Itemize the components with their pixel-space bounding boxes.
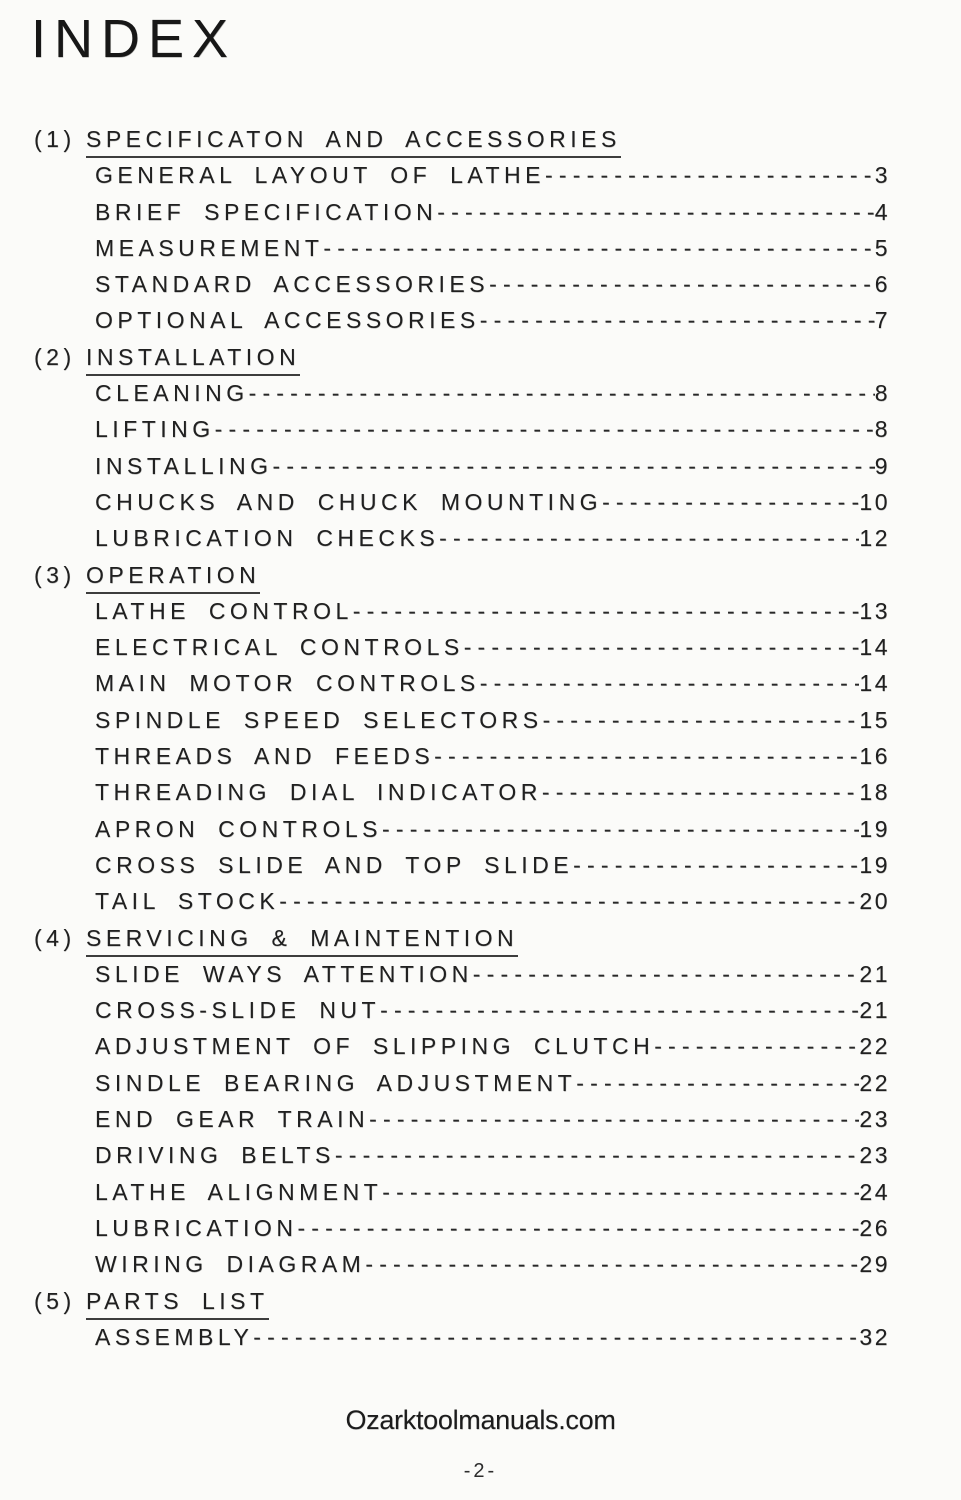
dash-leader bbox=[249, 375, 875, 411]
entry-label: MEASUREMENT bbox=[95, 234, 324, 261]
page-number: -2- bbox=[463, 1460, 498, 1482]
entry-page-number: 8 bbox=[874, 416, 890, 443]
dash-leader bbox=[480, 665, 860, 701]
entry-page-number: 8 bbox=[874, 380, 890, 407]
toc-entry-row bbox=[0, 1246, 961, 1282]
dash-leader bbox=[353, 593, 860, 629]
entry-label: OPTIONAL ACCESSORIES bbox=[95, 307, 480, 334]
entry-page-number: 16 bbox=[859, 743, 890, 770]
entry-label: SINDLE BEARING ADJUSTMENT bbox=[95, 1069, 577, 1096]
entry-page-number: 14 bbox=[859, 670, 890, 697]
toc-section-row bbox=[0, 339, 961, 375]
toc-entry-row bbox=[0, 1065, 961, 1101]
toc-entry-row bbox=[0, 411, 961, 447]
dash-leader bbox=[273, 448, 875, 484]
dash-leader bbox=[576, 1065, 859, 1101]
toc-entry-row bbox=[0, 1210, 961, 1246]
section-marker: (4) bbox=[34, 924, 76, 951]
toc-entry-row bbox=[0, 302, 961, 338]
section-marker: (3) bbox=[34, 561, 76, 588]
entry-page-number: 12 bbox=[859, 525, 890, 552]
toc-section-row bbox=[0, 1283, 961, 1319]
section-title: PARTS LIST bbox=[86, 1288, 269, 1320]
dash-leader bbox=[545, 157, 875, 193]
entry-page-number: 20 bbox=[859, 888, 890, 915]
entry-page-number: 5 bbox=[874, 234, 890, 261]
entry-page-number: 19 bbox=[859, 851, 890, 878]
entry-page-number: 6 bbox=[874, 271, 890, 298]
entry-label: ADJUSTMENT OF SLIPPING CLUTCH bbox=[95, 1033, 655, 1060]
watermark-text: Ozarktoolmanuals.com bbox=[345, 1405, 616, 1435]
entry-page-number: 14 bbox=[859, 634, 890, 661]
toc-entry-row bbox=[0, 266, 961, 302]
entry-page-number: 19 bbox=[859, 815, 890, 842]
section-title: SPECIFICATON AND ACCESSORIES bbox=[86, 126, 621, 158]
toc-entry-row bbox=[0, 702, 961, 738]
entry-page-number: 15 bbox=[859, 706, 890, 733]
entry-page-number: 32 bbox=[859, 1323, 890, 1350]
toc-entry-row bbox=[0, 738, 961, 774]
entry-label: ASSEMBLY bbox=[95, 1323, 254, 1350]
dash-leader bbox=[439, 520, 859, 556]
dash-leader bbox=[215, 411, 875, 447]
toc-entry-row bbox=[0, 1137, 961, 1173]
toc-entry-row bbox=[0, 448, 961, 484]
toc-entry-row bbox=[0, 593, 961, 629]
toc-entry-row bbox=[0, 520, 961, 556]
section-title: SERVICING & MAINTENTION bbox=[86, 925, 518, 957]
entry-label: LATHE ALIGNMENT bbox=[95, 1178, 383, 1205]
entry-label: SLIDE WAYS ATTENTION bbox=[95, 960, 473, 987]
toc-entry-row bbox=[0, 1319, 961, 1355]
section-marker: (2) bbox=[34, 343, 76, 370]
toc-section-row bbox=[0, 557, 961, 593]
dash-leader bbox=[335, 1137, 860, 1173]
entry-label: LIFTING bbox=[95, 416, 215, 443]
dash-leader bbox=[480, 302, 875, 338]
page-title: INDEX bbox=[31, 9, 237, 69]
dash-leader bbox=[573, 847, 859, 883]
toc-entry-row bbox=[0, 484, 961, 520]
entry-label: MAIN MOTOR CONTROLS bbox=[95, 670, 480, 697]
entry-page-number: 23 bbox=[859, 1106, 890, 1133]
entry-label: CROSS SLIDE AND TOP SLIDE bbox=[95, 851, 574, 878]
entry-label: CHUCKS AND CHUCK MOUNTING bbox=[95, 488, 603, 515]
toc-entry-row bbox=[0, 811, 961, 847]
toc-entry-row bbox=[0, 194, 961, 230]
toc-entry-row bbox=[0, 375, 961, 411]
entry-label: END GEAR TRAIN bbox=[95, 1106, 370, 1133]
entry-label: DRIVING BELTS bbox=[95, 1142, 335, 1169]
toc-entry-row bbox=[0, 665, 961, 701]
entry-page-number: 29 bbox=[859, 1251, 890, 1278]
toc-entry-row bbox=[0, 629, 961, 665]
dash-leader bbox=[602, 484, 859, 520]
dash-leader bbox=[297, 1210, 859, 1246]
toc-entry-row bbox=[0, 883, 961, 919]
dash-leader bbox=[437, 194, 874, 230]
dash-leader bbox=[382, 1174, 859, 1210]
entry-label: CROSS-SLIDE NUT bbox=[95, 997, 381, 1024]
entry-page-number: 9 bbox=[874, 452, 890, 479]
toc-entry-row bbox=[0, 157, 961, 193]
dash-leader bbox=[365, 1246, 859, 1282]
entry-label: GENERAL LAYOUT OF LATHE bbox=[95, 162, 546, 189]
entry-label: WIRING DIAGRAM bbox=[95, 1251, 366, 1278]
entry-page-number: 26 bbox=[859, 1214, 890, 1241]
entry-page-number: 24 bbox=[859, 1178, 890, 1205]
dash-leader bbox=[279, 883, 859, 919]
entry-label: INSTALLING bbox=[95, 452, 273, 479]
entry-label: APRON CONTROLS bbox=[95, 815, 382, 842]
toc-entry-row bbox=[0, 1174, 961, 1210]
toc-entry-row bbox=[0, 1101, 961, 1137]
entry-label: LUBRICATION CHECKS bbox=[95, 525, 440, 552]
section-title: INSTALLATION bbox=[86, 344, 300, 376]
entry-label: SPINDLE SPEED SELECTORS bbox=[95, 706, 543, 733]
entry-label: TAIL STOCK bbox=[95, 888, 280, 915]
entry-label: THREADING DIAL INDICATOR bbox=[95, 779, 542, 806]
dash-leader bbox=[489, 266, 875, 302]
toc-entry-row bbox=[0, 774, 961, 810]
toc-entry-row bbox=[0, 230, 961, 266]
entry-page-number: 18 bbox=[859, 779, 890, 806]
entry-label: THREADS AND FEEDS bbox=[95, 743, 435, 770]
section-marker: (5) bbox=[34, 1287, 76, 1314]
entry-page-number: 21 bbox=[859, 997, 890, 1024]
dash-leader bbox=[380, 992, 859, 1028]
entry-page-number: 13 bbox=[859, 597, 890, 624]
entry-label: LATHE CONTROL bbox=[95, 597, 353, 624]
toc-section-row bbox=[0, 920, 961, 956]
entry-page-number: 23 bbox=[859, 1142, 890, 1169]
entry-label: CLEANING bbox=[95, 380, 249, 407]
dash-leader bbox=[382, 811, 859, 847]
dash-leader bbox=[434, 738, 859, 774]
table-of-contents bbox=[0, 121, 961, 1355]
entry-label: ELECTRICAL CONTROLS bbox=[95, 634, 464, 661]
entry-label: BRIEF SPECIFICATION bbox=[95, 198, 438, 225]
dash-leader bbox=[543, 702, 860, 738]
toc-entry-row bbox=[0, 1028, 961, 1064]
entry-page-number: 7 bbox=[874, 307, 890, 334]
dash-leader bbox=[253, 1319, 859, 1355]
section-title: OPERATION bbox=[86, 562, 260, 594]
entry-page-number: 10 bbox=[859, 488, 890, 515]
toc-section-row bbox=[0, 121, 961, 157]
entry-page-number: 21 bbox=[859, 960, 890, 987]
toc-entry-row bbox=[0, 956, 961, 992]
entry-label: LUBRICATION bbox=[95, 1214, 298, 1241]
dash-leader bbox=[464, 629, 860, 665]
dash-leader bbox=[323, 230, 874, 266]
dash-leader bbox=[369, 1101, 859, 1137]
entry-page-number: 4 bbox=[874, 198, 890, 225]
dash-leader bbox=[654, 1028, 859, 1064]
toc-entry-row bbox=[0, 992, 961, 1028]
dash-leader bbox=[542, 774, 860, 810]
toc-entry-row bbox=[0, 847, 961, 883]
entry-page-number: 3 bbox=[874, 162, 890, 189]
section-marker: (1) bbox=[34, 126, 76, 152]
entry-page-number: 22 bbox=[859, 1069, 890, 1096]
entry-label: STANDARD ACCESSORIES bbox=[95, 271, 490, 298]
entry-page-number: 22 bbox=[859, 1033, 890, 1060]
dash-leader bbox=[473, 956, 860, 992]
